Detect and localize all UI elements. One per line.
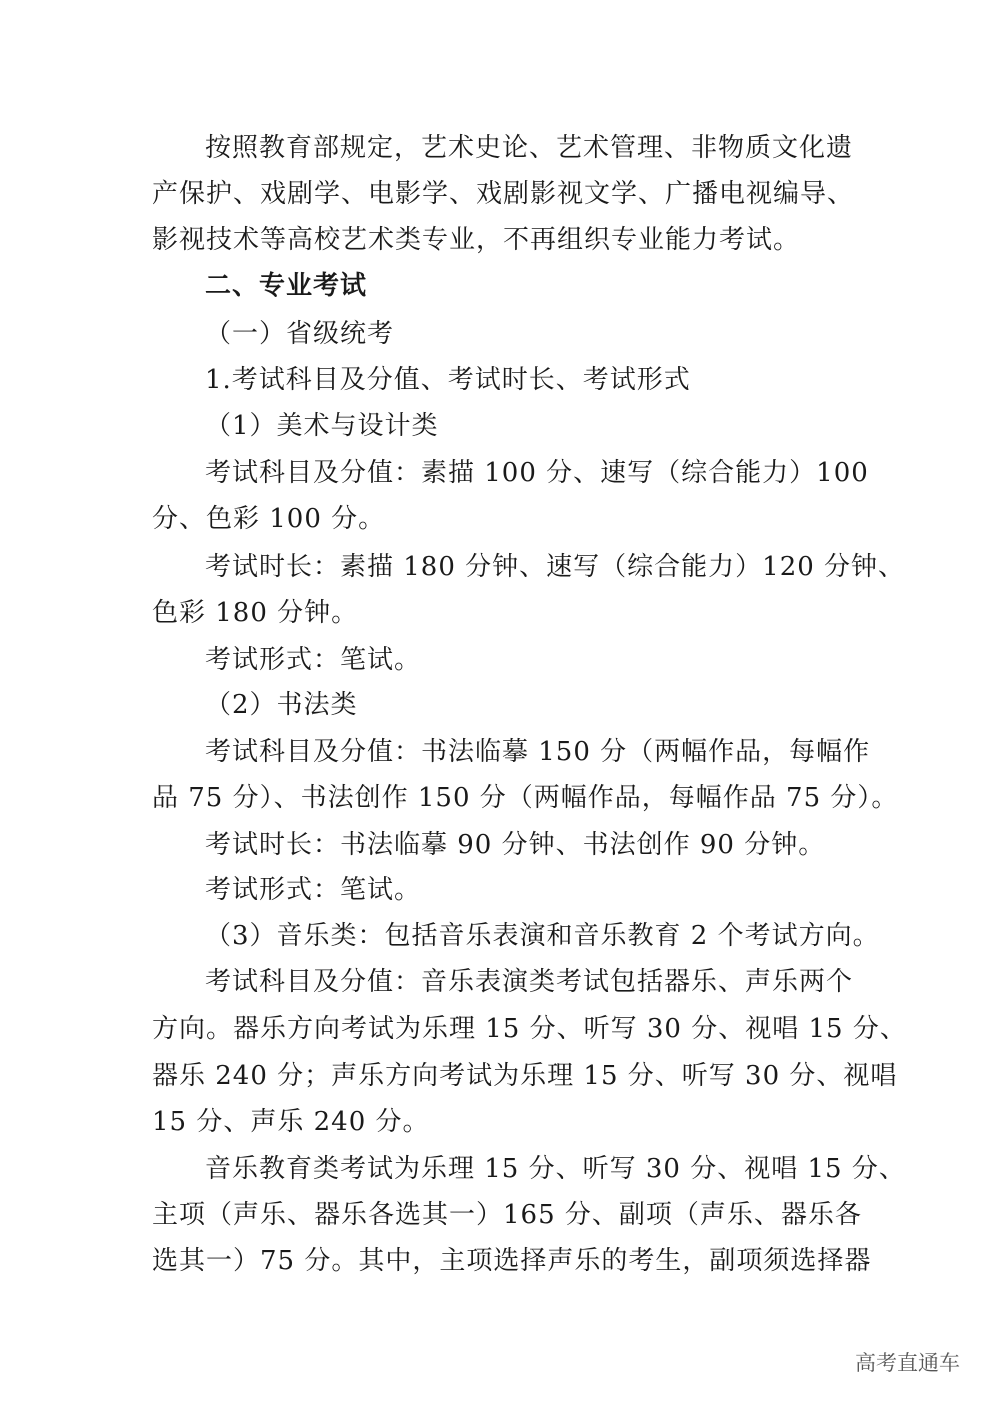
- paragraph-line: 方向。器乐方向考试为乐理 15 分、听写 30 分、视唱 15 分、: [152, 1014, 907, 1044]
- paragraph-line: 选其一）75 分。其中，主项选择声乐的考生，副项须选择器: [152, 1246, 872, 1276]
- paragraph-line: 色彩 180 分钟。: [152, 598, 359, 628]
- watermark: 高考直通车: [855, 1351, 960, 1375]
- item-heading: 1.考试科目及分值、考试时长、考试形式: [205, 365, 691, 395]
- paragraph-line: 分、色彩 100 分。: [152, 504, 386, 534]
- paragraph-line: 考试科目及分值：音乐表演类考试包括器乐、声乐两个: [205, 967, 854, 997]
- paragraph-line: 考试形式：笔试。: [205, 875, 422, 905]
- paragraph-line: 影视技术等高校艺术类专业，不再组织专业能力考试。: [152, 225, 801, 255]
- paragraph-line: 考试形式：笔试。: [205, 645, 422, 675]
- category-heading: （1）美术与设计类: [205, 411, 439, 441]
- paragraph-line: 品 75 分）、书法创作 150 分（两幅作品，每幅作品 75 分）。: [152, 783, 899, 813]
- category-heading: （3）音乐类：包括音乐表演和音乐教育 2 个考试方向。: [205, 921, 880, 951]
- paragraph-line: 考试时长：书法临摹 90 分钟、书法创作 90 分钟。: [205, 830, 826, 860]
- section-heading: 二、专业考试: [205, 271, 368, 301]
- subsection-heading: （一）省级统考: [205, 319, 395, 349]
- category-heading: （2）书法类: [205, 690, 358, 720]
- paragraph-line: 考试科目及分值：书法临摹 150 分（两幅作品，每幅作: [205, 737, 871, 767]
- paragraph-line: 器乐 240 分；声乐方向考试为乐理 15 分、听写 30 分、视唱: [152, 1061, 898, 1091]
- paragraph-line: 主项（声乐、器乐各选其一）165 分、副项（声乐、器乐各: [152, 1200, 862, 1230]
- paragraph-line: 按照教育部规定，艺术史论、艺术管理、非物质文化遗: [205, 133, 854, 163]
- paragraph-line: 15 分、声乐 240 分。: [152, 1107, 430, 1137]
- paragraph-line: 音乐教育类考试为乐理 15 分、听写 30 分、视唱 15 分、: [205, 1154, 906, 1184]
- paragraph-line: 考试时长：素描 180 分钟、速写（综合能力）120 分钟、: [205, 552, 906, 582]
- paragraph-line: 产保护、戏剧学、电影学、戏剧影视文学、广播电视编导、: [152, 179, 855, 209]
- paragraph-line: 考试科目及分值：素描 100 分、速写（综合能力）100: [205, 458, 869, 488]
